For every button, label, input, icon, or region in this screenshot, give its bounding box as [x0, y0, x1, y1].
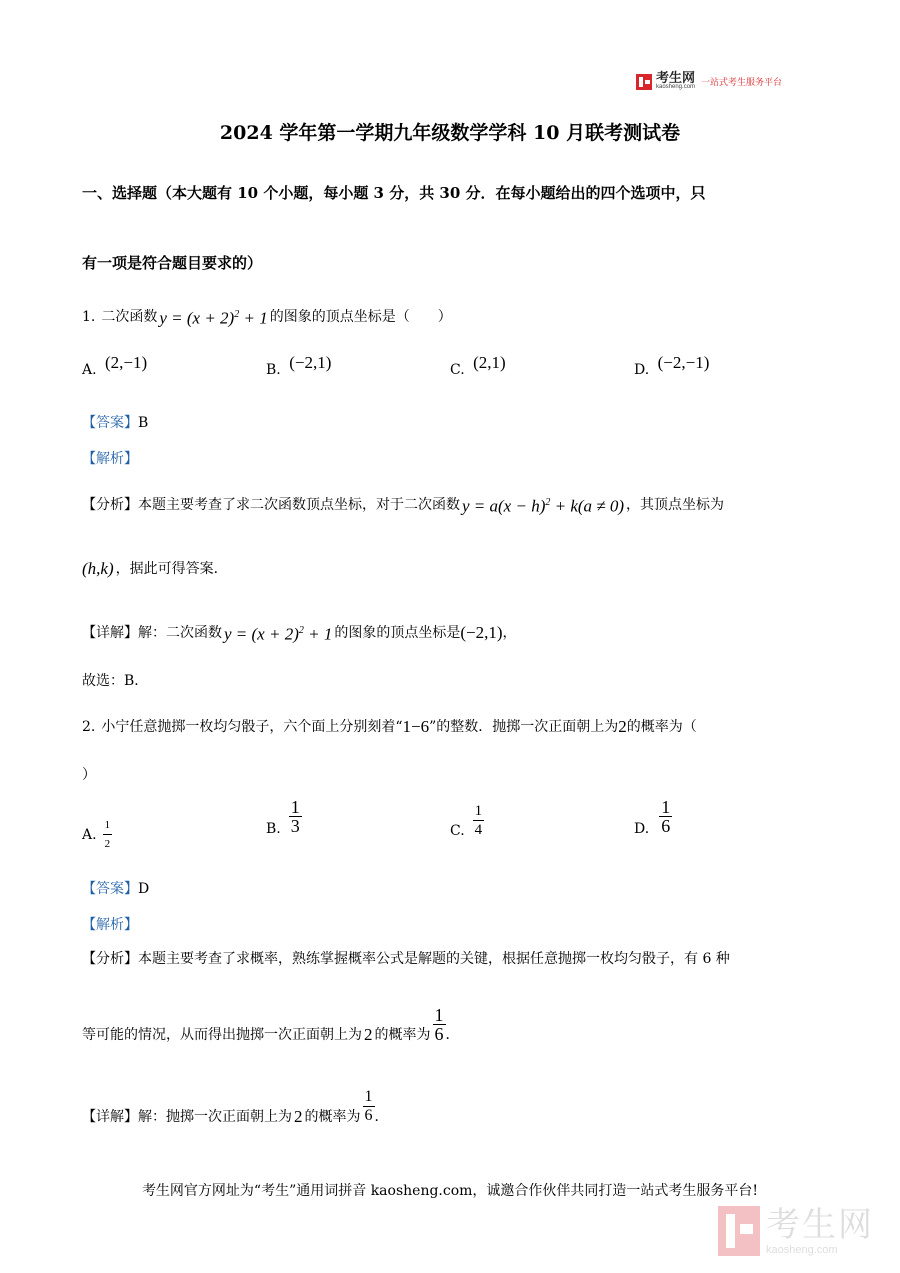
header-slogan: 一站式考生服务平台	[701, 78, 783, 88]
q2-fenxi-fraction	[433, 1006, 446, 1043]
q2-fenxi-line2-post: 的概率为	[374, 1026, 431, 1043]
q2-xiangjie-frac-den: 6	[364, 1107, 373, 1124]
q2-xiangjie-frac-num: 1	[364, 1088, 373, 1105]
q2-option-b-num: 1	[290, 797, 300, 817]
q2-option-d-den: 6	[661, 816, 671, 836]
q1-stem-post: 的图象的顶点坐标是（ ）	[269, 308, 452, 325]
watermark-name: 考生网	[766, 1205, 874, 1245]
q2-option-c-den: 4	[474, 822, 483, 838]
q2-option-a-label: A.	[82, 826, 97, 843]
q1-stem-pre: 二次函数	[101, 308, 158, 325]
q2-option-b-label: B.	[266, 820, 281, 837]
section-heading-line2: 有一项是符合题目要求的）	[82, 254, 263, 272]
q1-option-b[interactable]	[266, 353, 332, 379]
q2-option-a-num: 1	[104, 819, 111, 831]
q2-stem-range: 1−6	[402, 717, 430, 736]
q1-fenxi-tag: 【分析】	[82, 496, 138, 513]
q1-fenxi-cont	[82, 560, 228, 578]
q2-xiangjie-pre: 解：抛掷一次正面朝上为	[138, 1108, 292, 1125]
logo-domain: kaosheng.com	[656, 84, 696, 90]
q2-answer-value: D	[138, 881, 150, 897]
q2-option-b-fraction	[289, 798, 302, 835]
section-heading-line1: 一、选择题（本大题有 10 个小题，每小题 3 分，共 30 分．在每小题给出的四个选项中，只	[82, 184, 706, 202]
q1-xiangjie	[82, 622, 517, 644]
logo-name: 考生网	[656, 70, 696, 85]
watermark-domain: kaosheng.com	[766, 1244, 838, 1256]
q2-stem-post: 的概率为（	[626, 719, 697, 735]
q2-fenxi-num: 2	[364, 1024, 373, 1044]
q1-option-a-label: A.	[82, 362, 97, 378]
q1-xiangjie-end: ，	[502, 624, 517, 641]
q1-fenxi-text2: ，其顶点坐标为	[626, 496, 725, 513]
page-title: 2024 学年第一学期九年级数学学科 10 月联考测试卷	[219, 122, 681, 144]
q2-option-a-fraction	[103, 816, 113, 853]
q2-option-d[interactable]	[634, 798, 672, 835]
q2-option-d-num: 1	[661, 797, 671, 817]
q2-stem-mid: ”的整数．抛掷一次正面朝上为	[429, 719, 619, 735]
q1-analysis-tag: 【解析】	[82, 451, 138, 467]
q1-option-c[interactable]	[450, 353, 506, 379]
q2-option-a[interactable]	[82, 816, 112, 853]
q2-stem	[82, 718, 697, 736]
q1-option-d-label: D.	[634, 362, 650, 378]
q2-option-c[interactable]	[450, 802, 484, 839]
q2-fenxi-tag: 【分析】	[82, 951, 138, 967]
q1-answer	[82, 414, 148, 432]
q1-conclusion: 故选：B．	[82, 673, 149, 689]
q2-xiangjie-post: 的概率为	[304, 1108, 361, 1125]
q2-fenxi-line2-pre: 等可能的情况，从而得出抛掷一次正面朝上为	[82, 1026, 362, 1043]
q1-fenxi-text1: 本题主要考查了求二次函数顶点坐标，对于二次函数	[138, 496, 460, 513]
q1-number: 1.	[82, 308, 96, 325]
q2-fenxi-end: ．	[445, 1026, 460, 1043]
q2-stem-close: ）	[82, 767, 96, 783]
q2-xiangjie-tag: 【详解】	[82, 1108, 138, 1125]
q1-option-d-value: (−2,−1)	[657, 353, 710, 372]
q1-stem	[82, 306, 452, 328]
q2-option-d-fraction	[659, 798, 672, 835]
q2-option-b[interactable]	[266, 798, 302, 835]
q1-fenxi	[82, 494, 724, 516]
q1-answer-tag: 【答案】	[82, 415, 138, 431]
q2-fenxi-line1	[82, 950, 730, 968]
q2-option-c-label: C.	[450, 822, 465, 839]
q1-option-b-value: (−2,1)	[289, 353, 332, 372]
q1-xiangjie-value: (−2,1)	[460, 622, 503, 642]
q1-xiangjie-text1: 解：二次函数	[138, 624, 222, 641]
q2-option-d-label: D.	[634, 820, 650, 837]
q2-answer	[82, 880, 149, 898]
q2-option-c-fraction	[473, 802, 485, 839]
q2-fenxi-text1: 本题主要考查了求概率，熟练掌握概率公式是解题的关键，根据任意抛掷一枚均匀骰子，有 6 种	[138, 951, 730, 967]
q2-option-a-den: 2	[103, 834, 113, 853]
q1-answer-value: B	[138, 415, 149, 431]
q2-fenxi-frac-den: 6	[434, 1024, 444, 1044]
watermark-logo	[718, 1206, 874, 1256]
q2-option-b-den: 3	[290, 816, 300, 836]
q1-option-a[interactable]	[82, 353, 148, 379]
q1-vertex-expr: (h,k)	[82, 559, 114, 578]
footer-text: 考生网官方网址为“考生”通用词拼音 kaosheng.com，诚邀合作伙伴共同打造一站式考生服务平台!	[141, 1183, 759, 1199]
q1-option-d[interactable]	[634, 353, 710, 379]
q2-number: 2.	[82, 719, 96, 735]
q1-option-c-label: C.	[450, 362, 465, 378]
watermark-logo-icon	[718, 1206, 760, 1256]
q1-fenxi-text3: ，据此可得答案．	[115, 561, 228, 577]
q2-fenxi-line2	[82, 1006, 460, 1043]
q2-option-c-num: 1	[474, 803, 483, 819]
q1-option-b-label: B.	[266, 362, 281, 378]
watermark-text	[766, 1206, 874, 1256]
q1-option-a-value: (2,−1)	[105, 353, 148, 372]
q2-analysis-tag: 【解析】	[82, 917, 138, 933]
q1-function-expr: $y = (x + 2)^2 + 1$	[159, 308, 268, 328]
q1-general-form-expr: $y = a(x - h)^2 + k(a \ne 0)$	[462, 496, 625, 516]
q2-xiangjie-num: 2	[294, 1106, 303, 1126]
q1-xiangjie-tag: 【详解】	[82, 624, 138, 641]
q2-fenxi-frac-num: 1	[434, 1005, 444, 1025]
q2-xiangjie	[82, 1088, 389, 1125]
q2-xiangjie-end: ．	[374, 1108, 389, 1125]
q1-xiangjie-text2: 的图象的顶点坐标是	[334, 624, 461, 641]
q2-answer-tag: 【答案】	[82, 881, 138, 897]
q1-xiangjie-expr: $y = (x + 2)^2 + 1$	[224, 624, 333, 644]
q2-stem-pre: 小宁任意抛掷一枚均匀骰子，六个面上分别刻着“	[101, 719, 403, 735]
kaosheng-logo-icon	[636, 74, 652, 90]
q2-stem-num: 2	[618, 717, 627, 736]
q2-xiangjie-fraction	[363, 1088, 375, 1125]
header-logo[interactable]	[636, 72, 782, 91]
q1-option-c-value: (2,1)	[473, 353, 506, 372]
logo-text	[656, 72, 695, 91]
